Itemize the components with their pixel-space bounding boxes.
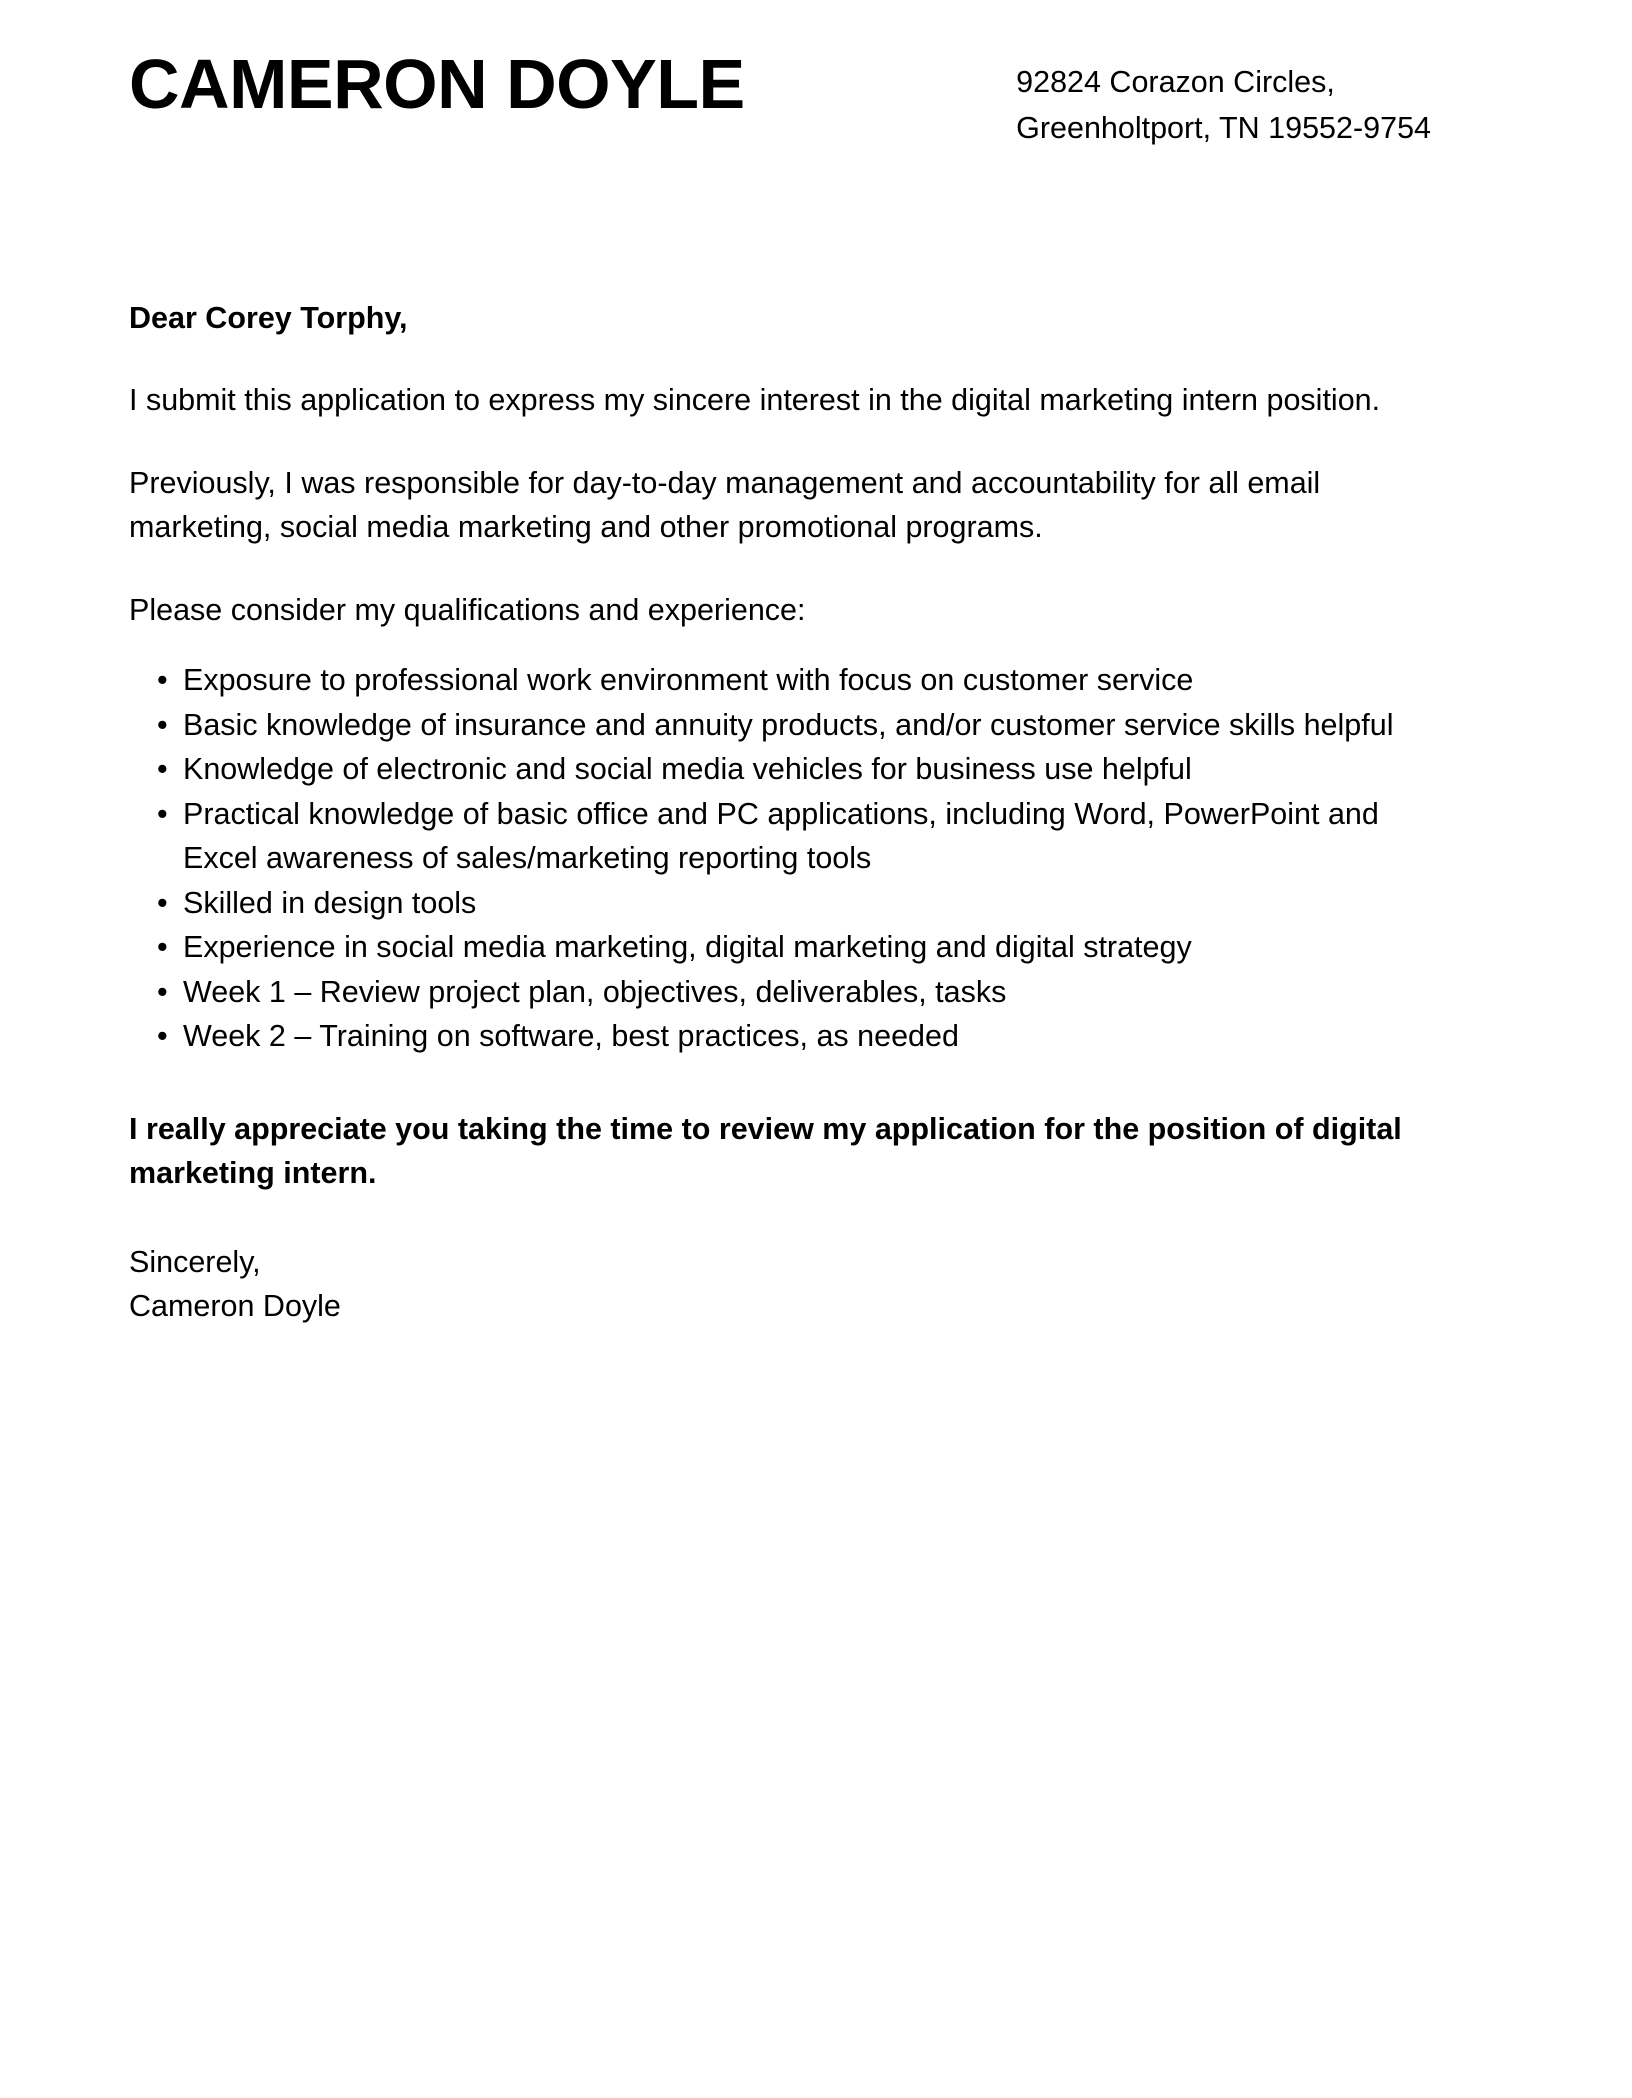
address-line-2: Greenholtport, TN 19552-9754 — [1016, 110, 1431, 145]
list-item: • Exposure to professional work environment with focus on customer service — [129, 658, 1431, 703]
body-paragraph-2: Previously, I was responsible for day-to-day management and accountability for all email marketing, social media marketing and other promotional programs. — [129, 465, 1321, 545]
signature-block — [129, 1240, 1431, 1329]
address-line-1: 92824 Corazon Circles, — [1016, 65, 1335, 99]
list-item: • Week 1 – Review project plan, objectives, deliverables, tasks — [129, 970, 1431, 1015]
contact-address-block — [1016, 48, 1431, 152]
letter-content-area — [129, 0, 1431, 1329]
page-title: CAMERON DOYLE — [129, 45, 745, 123]
list-item: • Practical knowledge of basic office and PC applications, including Word, PowerPoint and Excel awareness of sales/marketing reporting tools — [129, 792, 1431, 881]
list-item: • Experience in social media marketing, digital marketing and digital strategy — [129, 925, 1431, 970]
list-item: • Week 2 – Training on software, best practices, as needed — [129, 1014, 1431, 1059]
qualifications-list — [129, 658, 1431, 1059]
closing-paragraph: I really appreciate you taking the time to review my application for the position of digital marketing intern. — [129, 1111, 1402, 1191]
salutation: Dear Corey Torphy, — [129, 300, 408, 335]
list-item: • Knowledge of electronic and social media vehicles for business use helpful — [129, 747, 1431, 792]
letter-header — [129, 0, 1431, 152]
qualifications-lead-in: Please consider my qualifications and experience: — [129, 592, 806, 627]
letter-body — [129, 296, 1431, 1329]
signature-name: Cameron Doyle — [129, 1289, 341, 1324]
list-item: • Skilled in design tools — [129, 881, 1431, 926]
body-paragraph-1: I submit this application to express my sincere interest in the digital marketing intern position. — [129, 383, 1381, 418]
sign-off-text: Sincerely, — [129, 1244, 261, 1279]
list-item: • Basic knowledge of insurance and annuity products, and/or customer service skills helpful — [129, 703, 1431, 748]
